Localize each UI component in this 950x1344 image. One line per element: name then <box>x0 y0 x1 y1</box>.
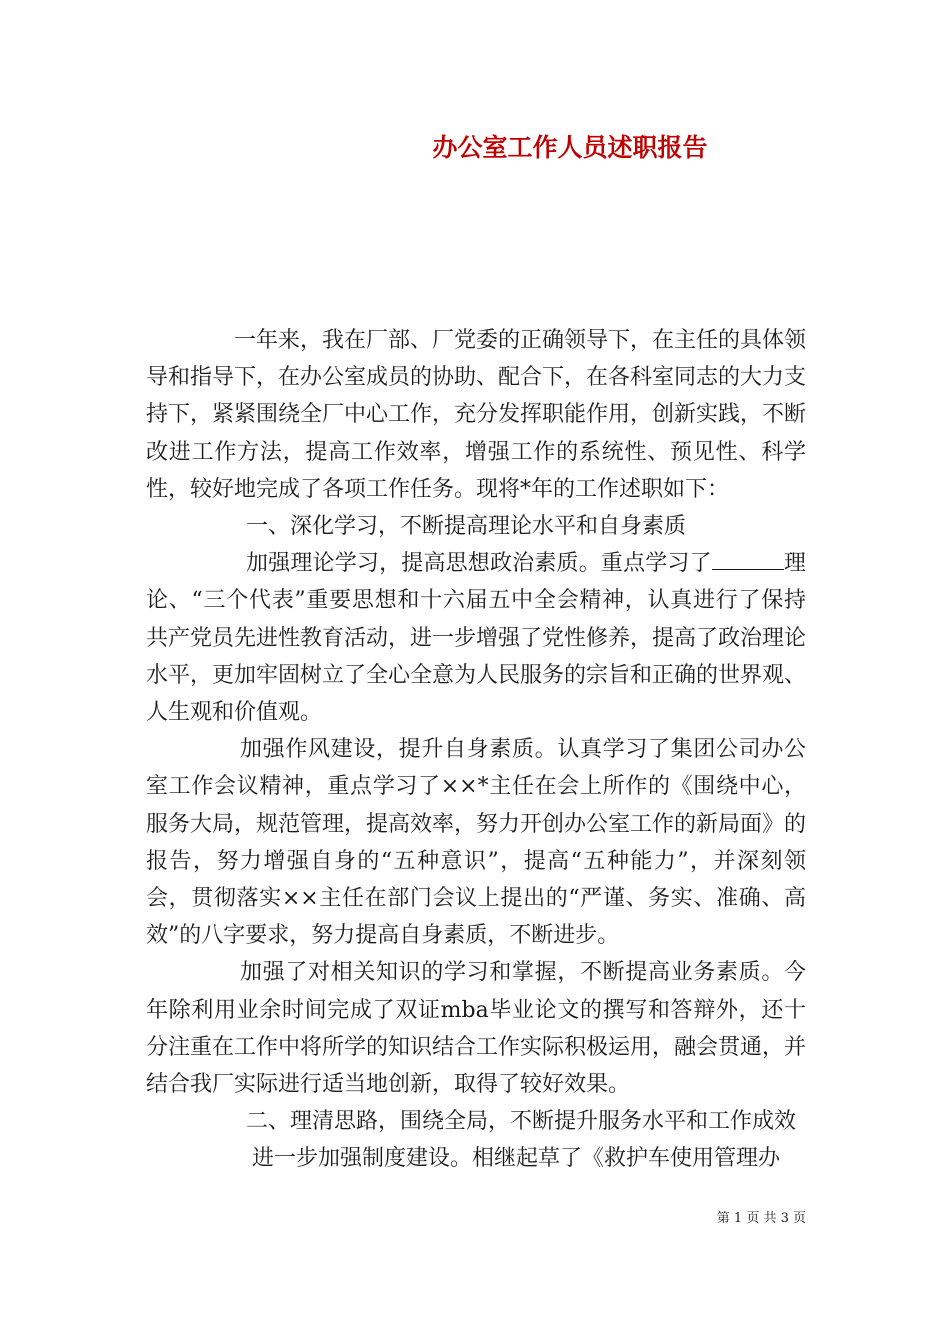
document-body <box>146 322 806 1178</box>
theory-study-paragraph <box>146 545 806 731</box>
theory-study-text-start: 加强理论学习，提高思想政治素质。重点学习了 <box>246 551 712 577</box>
blank-underline <box>712 549 784 570</box>
theory-study-text-rest: 理论、“三个代表”重要思想和十六届五中全会精神，认真进行了保持共产党员先进性教育活动，进一步增强了党性修养，提高了政治理论水平，更加牢固树立了全心全意为人民服务的宗旨和正确的世界观、人生观和价值观。 <box>146 551 807 726</box>
system-building-paragraph: 进一步加强制度建设。相继起草了《救护车使用管理办 <box>252 1146 781 1172</box>
knowledge-study-paragraph: 加强了对相关知识的学习和掌握，不断提高业务素质。今年除利用业余时间完成了双证mba毕业论文的撰写和答辩外，还十分注重在工作中将所学的知识结合工作实际积极运用，融会贯通，并结合我厂实际进行适当地创新，取得了较好效果。 <box>146 960 807 1098</box>
section-heading-1: 一、深化学习，不断提高理论水平和自身素质 <box>246 514 687 540</box>
work-style-paragraph: 加强作风建设，提升自身素质。认真学习了集团公司办公室工作会议精神，重点学习了××*主任在会上所作的《围绕中心，服务大局，规范管理，提高效率，努力开创办公室工作的新局面》的报告，努力增强自身的“五种意识”，提高“五种能力”，并深刻领会，贯彻落实××主任在部门会议上提出的“严谨、务实、准确、高效”的八字要求，努力提高自身素质，不断进步。 <box>146 737 807 949</box>
section-heading-2: 二、理清思路，围绕全局，不断提升服务水平和工作成效 <box>246 1109 797 1135</box>
document-title: 办公室工作人员述职报告 <box>432 133 708 162</box>
intro-paragraph: 一年来，我在厂部、厂党委的正确领导下，在主任的具体领导和指导下，在办公室成员的协助、配合下，在各科室同志的大力支持下，紧紧围绕全厂中心工作，充分发挥职能作用，创新实践，不断改进工作方法，提高工作效率，增强工作的系统性、预见性、科学性，较好地完成了各项工作任务。现将*年的工作述职如下： <box>146 328 807 502</box>
page-number-footer: 第 1 页 共 3 页 <box>716 1211 806 1226</box>
